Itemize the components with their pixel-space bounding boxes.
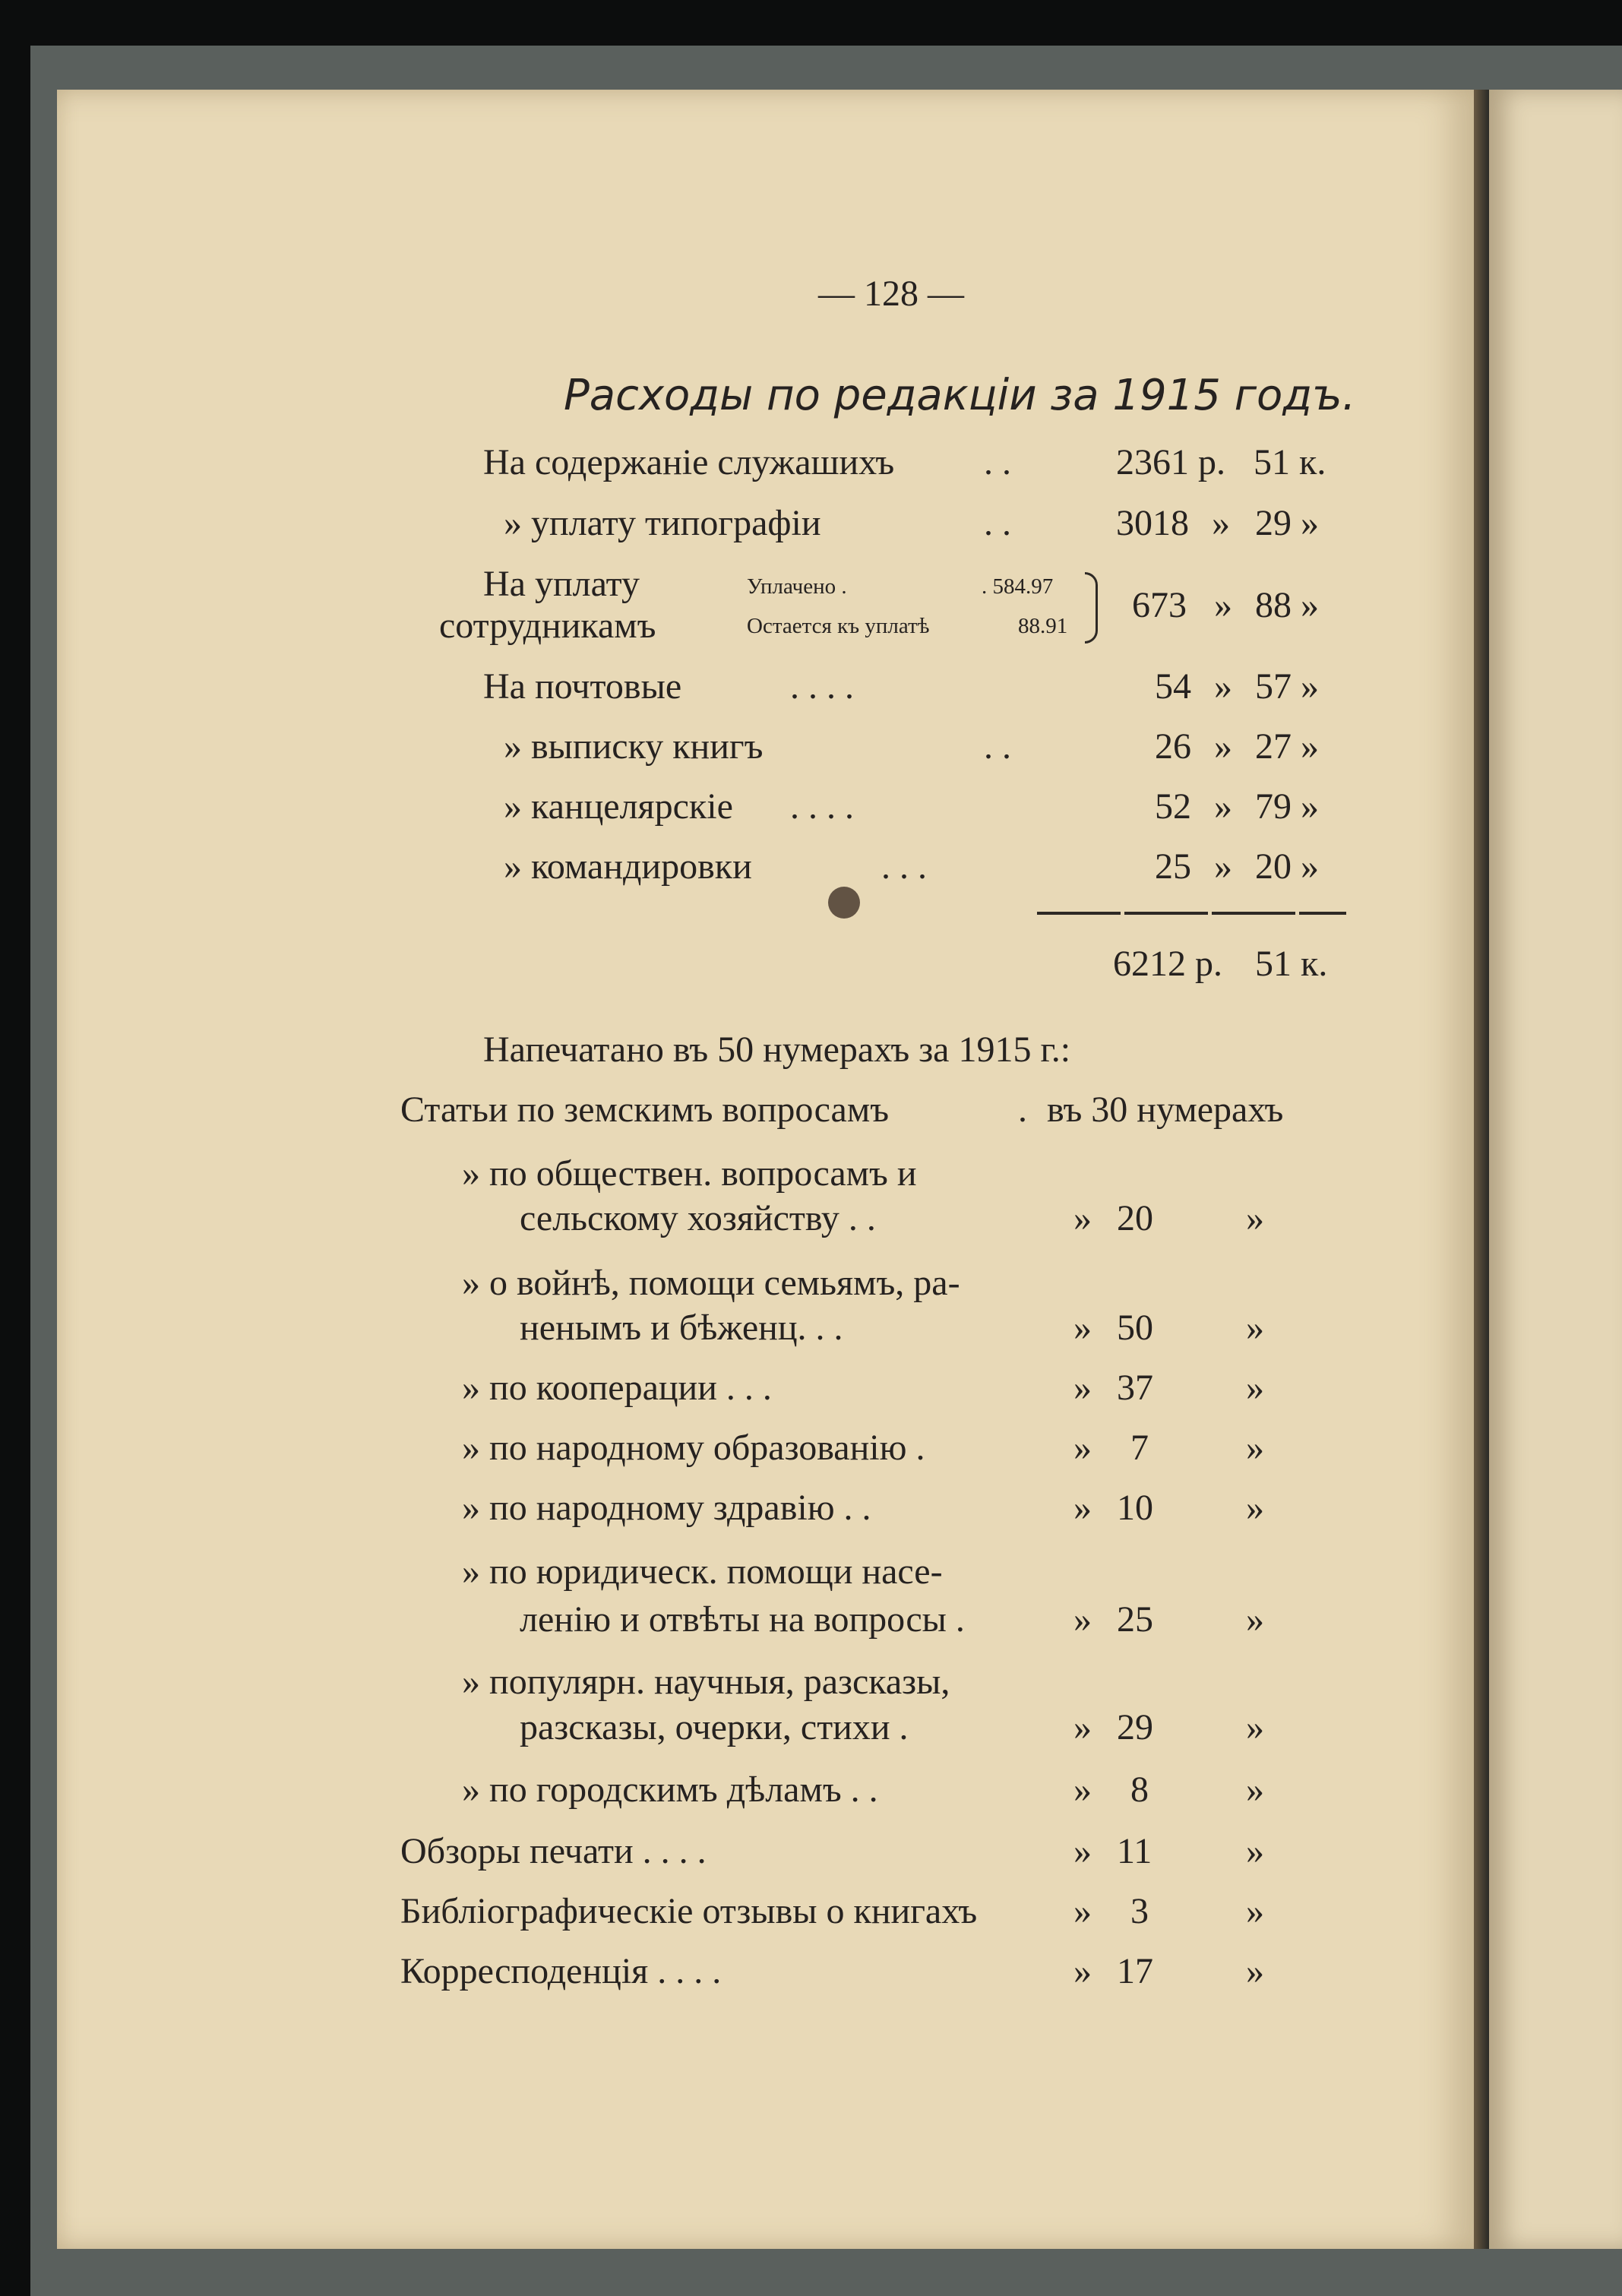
expense-dots: . . . . <box>790 666 854 707</box>
article-count: 7 <box>1130 1428 1149 1468</box>
article-count: 10 <box>1117 1488 1153 1528</box>
expense-dots: . . <box>984 442 1011 482</box>
expense-amount: 52 <box>1155 786 1191 827</box>
article-count: 29 <box>1117 1707 1153 1747</box>
article-unit-ditto: » <box>1246 1891 1264 1931</box>
expense-dots: . . <box>984 726 1011 767</box>
article-unit-ditto: » <box>1246 1599 1264 1640</box>
article-label: Корресподенція . . . . <box>400 1951 722 1991</box>
article-unit-ditto: » <box>1246 1428 1264 1468</box>
expense-amount: 25 <box>1155 846 1191 887</box>
expense-amount: 26 <box>1155 726 1191 767</box>
article-count: 20 <box>1117 1198 1153 1238</box>
article-label: Обзоры печати . . . . <box>400 1831 707 1871</box>
article-label-line2: ненымъ и бѣженц. . . <box>520 1308 843 1348</box>
sum-rule <box>1124 912 1208 915</box>
article-count: 37 <box>1117 1368 1153 1408</box>
printed-heading: Напечатано въ 50 нумерахъ за 1915 г.: <box>483 1029 1071 1070</box>
sum-rule <box>1212 912 1295 915</box>
article-unit-ditto: » <box>1246 1769 1264 1810</box>
expense-ditto: » <box>1212 503 1230 543</box>
expense-amount: 2361 р. <box>1116 442 1225 482</box>
expense-label: На содержаніе служашихъ <box>483 442 895 482</box>
expense-label: » командировки <box>504 846 752 887</box>
sum-rule <box>1037 912 1121 915</box>
staff-label-line2: сотрудникамъ <box>439 606 656 646</box>
expense-kopecks: 29 » <box>1255 503 1319 543</box>
article-ditto: » <box>1073 1951 1092 1991</box>
article-unit-ditto: » <box>1246 1488 1264 1528</box>
expenses-title: Расходы по редакціи за 1915 годъ. <box>564 371 1356 420</box>
expense-label: » канцелярскіе <box>504 786 733 827</box>
expense-ditto: » <box>1214 846 1232 887</box>
expense-ditto: » <box>1214 726 1232 767</box>
page-number: — 128 — <box>818 274 964 314</box>
expense-amount: 54 <box>1155 666 1191 707</box>
facing-page-edge <box>1489 90 1622 2249</box>
expense-label: На почтовые <box>483 666 682 707</box>
ink-stain-mark <box>828 887 860 919</box>
article-count: 11 <box>1117 1831 1152 1871</box>
staff-amount: 673 <box>1132 585 1187 625</box>
expense-ditto: » <box>1214 786 1232 827</box>
article-label: » по кооперации . . . <box>462 1368 772 1408</box>
article-count: 17 <box>1117 1951 1153 1991</box>
article-label-line1: » популярн. научныя, разсказы, <box>462 1662 950 1702</box>
article-label-line1: » о войнѣ, помощи семьямъ, ра- <box>462 1263 960 1303</box>
staff-ditto: » <box>1214 585 1232 625</box>
article-unit-ditto: » <box>1246 1368 1264 1408</box>
article-count: 8 <box>1130 1769 1149 1810</box>
staff-label-line1: На уплату <box>483 564 640 604</box>
staff-kopecks: 88 » <box>1255 585 1319 625</box>
article-label: Библіографическіе отзывы о книгахъ <box>400 1891 978 1931</box>
article-ditto: » <box>1073 1368 1092 1408</box>
article-unit-ditto: » <box>1246 1831 1264 1871</box>
expense-dots: . . <box>984 503 1011 543</box>
expense-kopecks: 20 » <box>1255 846 1319 887</box>
article-label: » по народному здравію . . <box>462 1488 871 1528</box>
article-count: 3 <box>1130 1891 1149 1931</box>
article-unit-ditto: » <box>1246 1198 1264 1238</box>
article-count: 25 <box>1117 1599 1153 1640</box>
book-gutter <box>1474 90 1489 2249</box>
article-ditto: » <box>1073 1428 1092 1468</box>
brace-icon <box>1085 572 1098 644</box>
expense-dots: . . . <box>881 846 927 887</box>
article-unit-ditto: » <box>1246 1951 1264 1991</box>
due-label: Остается къ уплатѣ <box>747 614 930 638</box>
article-label-line1: » по юридическ. помощи насе- <box>462 1551 943 1592</box>
article-ditto: » <box>1073 1599 1092 1640</box>
article-dots: . <box>1018 1089 1027 1130</box>
article-label-line2: ленію и отвѣты на вопросы . <box>520 1599 965 1640</box>
article-ditto: » <box>1073 1831 1092 1871</box>
total-amount: 6212 р. <box>1113 944 1222 984</box>
article-count: въ 30 нумерахъ <box>1047 1089 1284 1130</box>
article-ditto: » <box>1073 1488 1092 1528</box>
sum-rule <box>1299 912 1346 915</box>
paid-value: . 584.97 <box>982 574 1054 599</box>
total-kopecks: 51 к. <box>1255 944 1328 984</box>
article-label: » по городскимъ дѣламъ . . <box>462 1769 878 1810</box>
paid-label: Уплачено . <box>747 574 847 599</box>
article-ditto: » <box>1073 1198 1092 1238</box>
article-ditto: » <box>1073 1707 1092 1747</box>
article-count: 50 <box>1117 1308 1153 1348</box>
article-ditto: » <box>1073 1308 1092 1348</box>
expense-label: » выписку книгъ <box>504 726 764 767</box>
article-label: Статьи по земскимъ вопросамъ <box>400 1089 890 1130</box>
article-ditto: » <box>1073 1769 1092 1810</box>
expense-kopecks: 27 » <box>1255 726 1319 767</box>
article-label-line1: » по обществен. вопросамъ и <box>462 1153 917 1194</box>
expense-ditto: » <box>1214 666 1232 707</box>
expense-dots: . . . . <box>790 786 854 827</box>
expense-kopecks: 79 » <box>1255 786 1319 827</box>
expense-kopecks: 57 » <box>1255 666 1319 707</box>
expense-label: » уплату типографіи <box>504 503 821 543</box>
article-unit-ditto: » <box>1246 1308 1264 1348</box>
article-label-line2: разсказы, очерки, стихи . <box>520 1707 909 1747</box>
article-unit-ditto: » <box>1246 1707 1264 1747</box>
due-value: 88.91 <box>1018 614 1068 638</box>
article-label: » по народному образованію . <box>462 1428 925 1468</box>
expense-amount: 3018 <box>1116 503 1189 543</box>
article-ditto: » <box>1073 1891 1092 1931</box>
article-label-line2: сельскому хозяйству . . <box>520 1198 876 1238</box>
expense-kopecks: 51 к. <box>1254 442 1326 482</box>
